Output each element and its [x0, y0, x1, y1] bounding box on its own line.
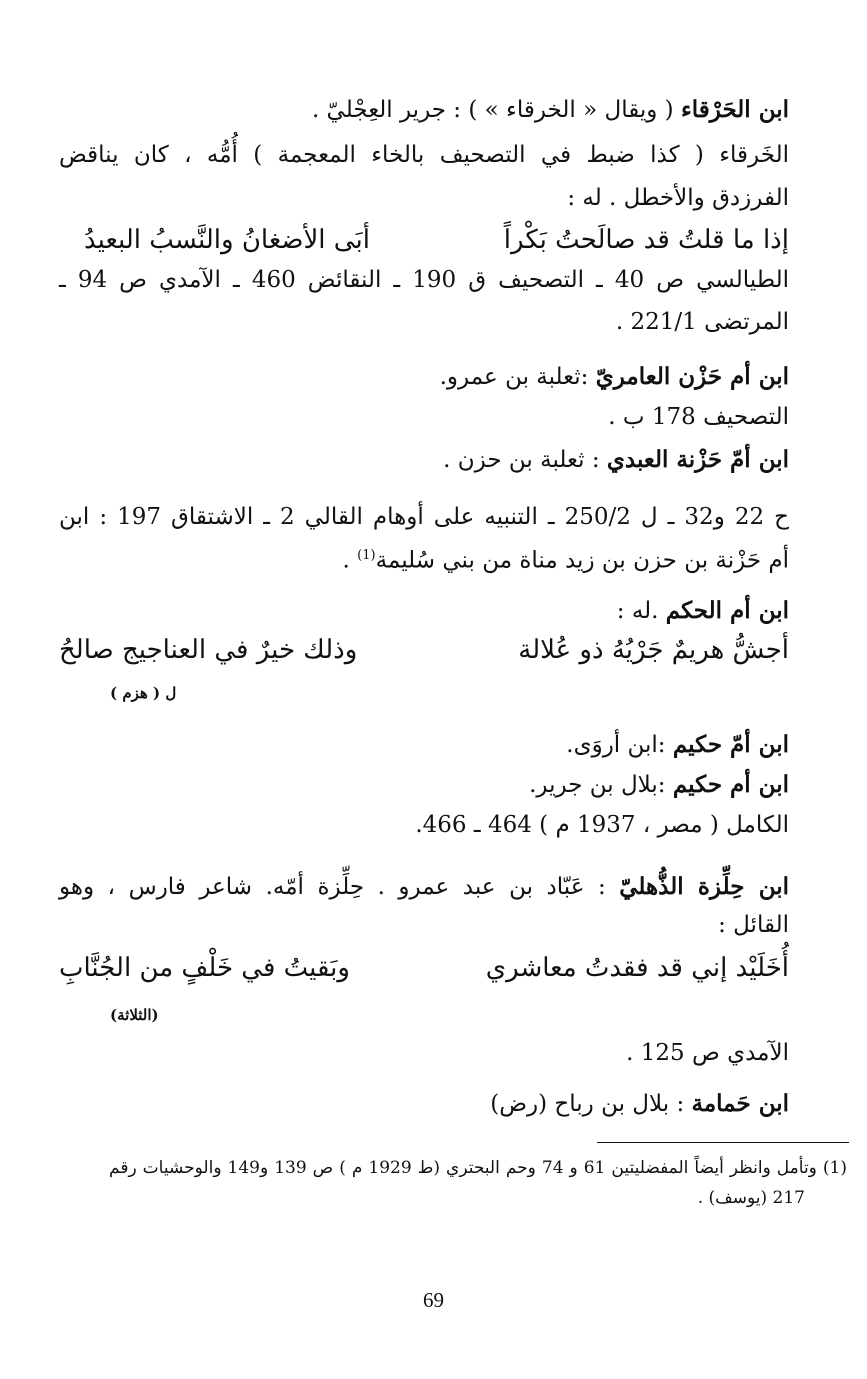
reference-line: المرتضى 221/1 .: [615, 309, 789, 335]
verse-source: (الثلاثة): [110, 1006, 159, 1024]
verse-first-hemistich: أجشُّ هريمٌ جَرْيُهُ ذو عُلالة: [518, 635, 789, 665]
page-number: 69: [423, 1288, 444, 1312]
entry-ibn-hilliza: ابن حِلِّزة الذُّهليّ : عَبّاد بن عبد عمرو . حِلِّزة أمّه. شاعر فارس ، وهو: [59, 873, 789, 900]
entry-text-line: الخَرقاء ( كذا ضبط في التصحيف بالخاء المعجمة ) أُمُّه ، كان يناقض: [59, 142, 789, 168]
headword: ابن أم حَزْن العامريّ: [595, 363, 789, 390]
entry-ibn-umm-hakim-2: ابن أم حكيم :بلال بن جرير.: [529, 771, 789, 798]
entry-ibn-umm-hazn: ابن أم حَزْن العامريّ :ثعلبة بن عمرو.: [439, 363, 789, 390]
footnote-marker: (1): [357, 548, 376, 563]
entry-text-line: الفرزدق والأخطل . له :: [567, 185, 789, 211]
footnote-line: (1) وتأمل وانظر أيضاً المفضليتين 61 و 74 وحم البحتري (ط 1929 م ) ص 139 و149 والوحشيات رقم: [109, 1158, 847, 1178]
verse-second-hemistich: وبَقيتُ في خَلْفٍ من الجُنَّابِ: [59, 953, 350, 983]
verse-second-hemistich: أبَى الأضغانُ والنَّسبُ البعيدُ: [84, 225, 370, 255]
reference-line: الطيالسي ص 40 ـ التصحيف ق 190 ـ النقائض 460 ـ الآمدي ص 94 ـ: [59, 267, 789, 293]
entry-ibn-umm-hakim-1: ابن أمّ حكيم :ابن أروَى.: [566, 731, 789, 758]
reference-line: الآمدي ص 125 .: [626, 1040, 789, 1066]
entry-ibn-al-harqa: ابن الحَرْقاء ( ويقال « الخرقاء » ) : جرير العِجْليّ .: [311, 96, 789, 123]
verse-first-hemistich: أُخَلَيْد إني قد فقدتُ معاشري: [485, 953, 789, 983]
headword: ابن أمّ حكيم: [672, 731, 789, 758]
headword: ابن الحَرْقاء: [680, 96, 789, 123]
headword: ابن حَمامة: [691, 1090, 789, 1117]
verse-source: ل ( هزم ): [110, 684, 177, 702]
entry-ibn-umm-hazna: ابن أمّ حَزْنة العبدي : ثعلبة بن حزن .: [443, 446, 789, 473]
reference-line: الكامل ( مصر ، 1937 م ) 464 ـ 466.: [415, 812, 789, 838]
verse: [59, 952, 789, 986]
reference-line: أم حَزْنة بن حزن بن زيد مناة من بني سُليمة$^{(1)}$ .: [342, 547, 789, 574]
verse: [59, 634, 789, 668]
entry-ibn-umm-al-hakam: ابن أم الحكم .له :: [616, 597, 789, 624]
verse-second-hemistich: وذلك خيرٌ في العناجيج صالحُ: [59, 635, 358, 665]
verse-first-hemistich: إذا ما قلتُ قد صالَحتُ بَكْراً: [503, 225, 789, 255]
footnote-divider: [597, 1142, 849, 1143]
footnote-line: 217 (يوسف) .: [697, 1188, 805, 1208]
headword: ابن أمّ حَزْنة العبدي: [606, 446, 789, 473]
headword: ابن أم حكيم: [672, 771, 789, 798]
entry-text-line: القائل :: [718, 912, 789, 938]
reference-line: ح 22 و32 ـ ل 250/2 ـ التنبيه على أوهام القالي 2 ـ الاشتقاق 197 : ابن: [59, 504, 789, 530]
headword: ابن أم الحكم: [665, 597, 789, 624]
reference-line: التصحيف 178 ب .: [608, 404, 789, 430]
entry-ibn-hamama: ابن حَمامة : بلال بن رباح (رض): [490, 1090, 789, 1117]
headword: ابن حِلِّزة الذُّهليّ: [619, 873, 789, 900]
verse: [59, 224, 789, 258]
